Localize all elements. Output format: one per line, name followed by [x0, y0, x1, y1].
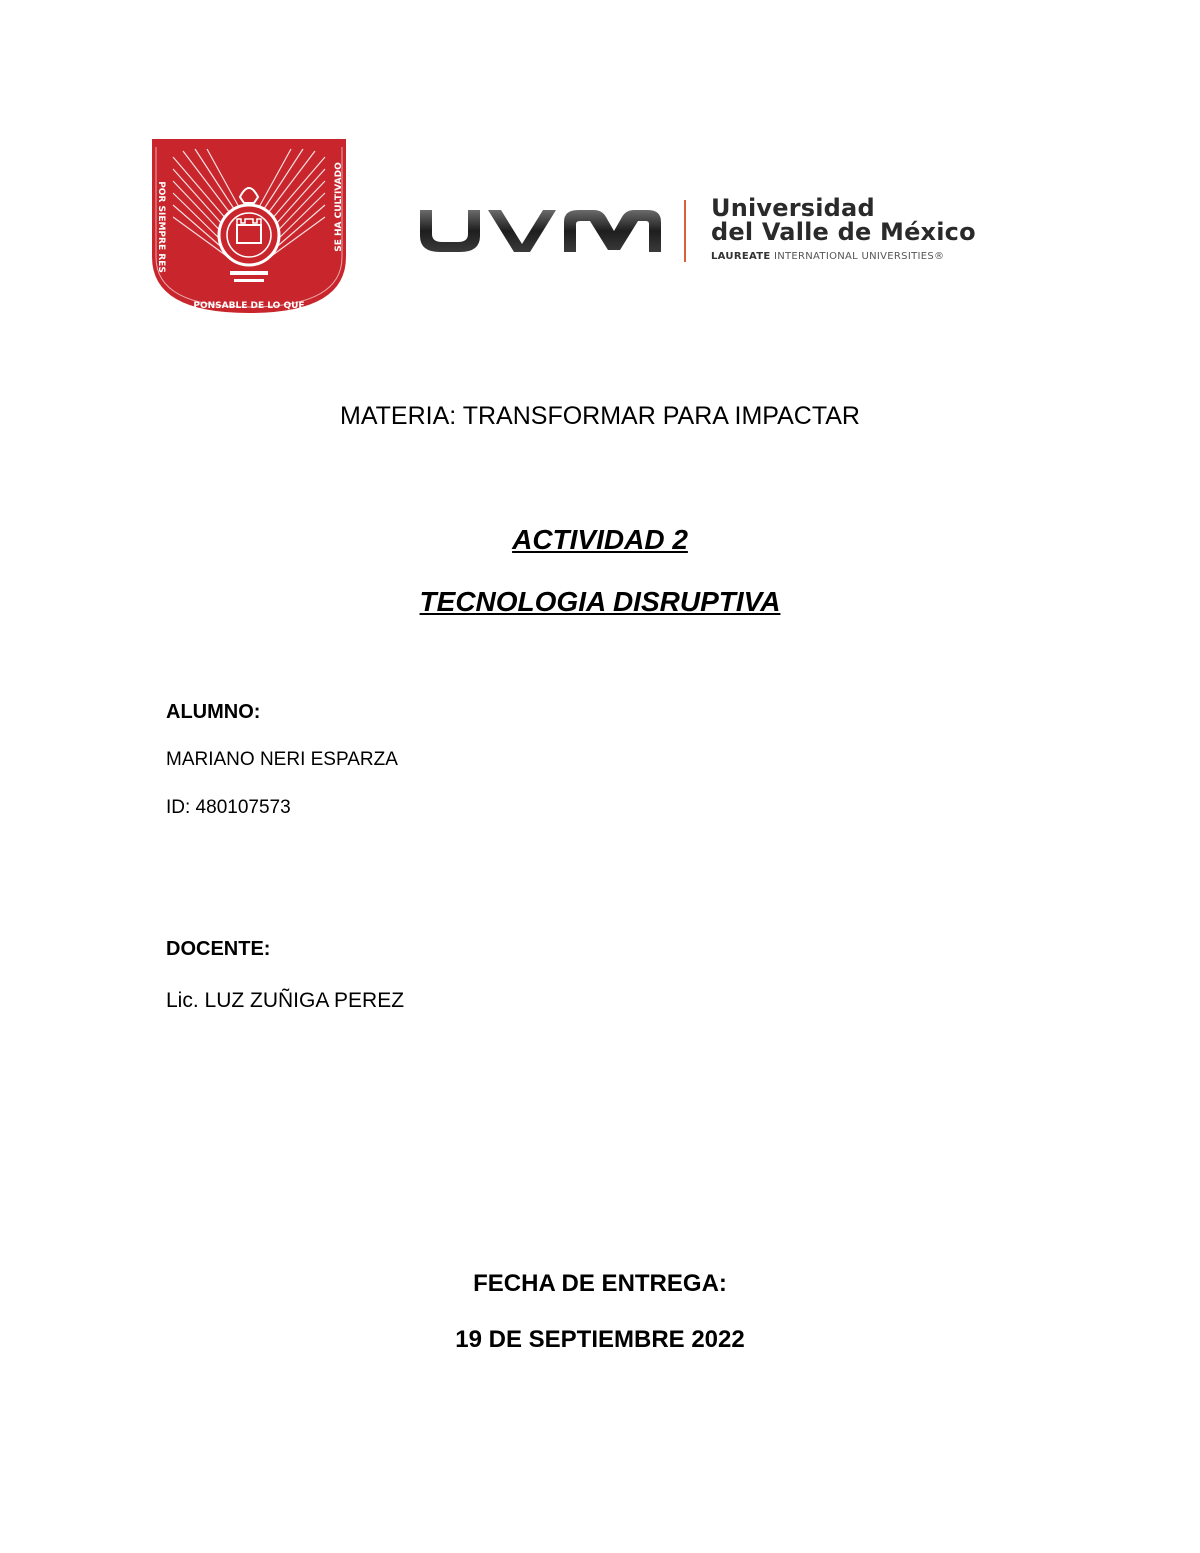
uvm-laureate-rest: INTERNATIONAL UNIVERSITIES® [770, 251, 945, 262]
svg-text:PONSABLE DE LO QUE: PONSABLE DE LO QUE [193, 301, 305, 311]
uvm-laureate-tagline [711, 251, 944, 262]
uvm-university-name [711, 196, 976, 244]
student-name: MARIANO NERI ESPARZA [166, 749, 398, 770]
teacher-name: Lic. LUZ ZUÑIGA PEREZ [166, 989, 405, 1012]
activity-title: TECNOLOGIA DISRUPTIVA [419, 586, 781, 617]
delivery-date-value: 19 DE SEPTIEMBRE 2022 [455, 1326, 745, 1353]
svg-text:SE HA CULTIVADO: SE HA CULTIVADO [334, 162, 344, 252]
crest-icon [148, 137, 350, 313]
uvm-laureate-bold: LAUREATE [711, 251, 771, 262]
teacher-label: DOCENTE: [166, 938, 271, 960]
university-crest-logo [148, 137, 350, 313]
delivery-date-label: FECHA DE ENTREGA: [473, 1270, 727, 1297]
uvm-wordmark-icon [418, 204, 663, 254]
uvm-name-line2: del Valle de México [711, 218, 976, 246]
activity-number: ACTIVIDAD 2 [512, 524, 688, 555]
student-id: ID: 480107573 [166, 797, 291, 818]
uvm-logo-divider [684, 200, 686, 262]
svg-text:POR SIEMPRE RES: POR SIEMPRE RES [156, 181, 166, 273]
uvm-name-line1: Universidad [711, 194, 875, 222]
student-label: ALUMNO: [166, 701, 261, 723]
subject-heading: MATERIA: TRANSFORMAR PARA IMPACTAR [340, 402, 860, 430]
uvm-logo [418, 196, 1028, 266]
